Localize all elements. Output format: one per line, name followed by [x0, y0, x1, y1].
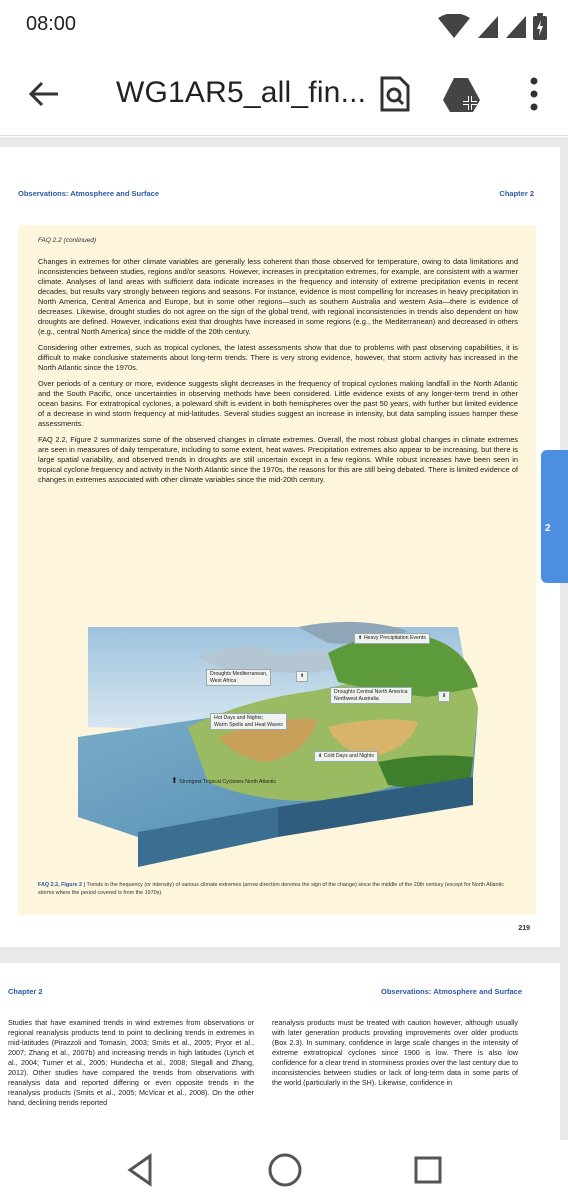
back-arrow-icon[interactable] [24, 74, 64, 114]
more-options-icon[interactable] [524, 74, 544, 114]
wifi-icon [436, 14, 472, 40]
add-to-drive-icon[interactable] [440, 74, 484, 114]
down-arrow-icon: ⬇ [318, 753, 323, 759]
faq-paragraph: FAQ 2.2, Figure 2 summarizes some of the observed changes in climate extremes. Overall, the most robust global changes in climate extremes are seen in measures of daily temperature, including to some extent, heat waves. Precipitation extremes also appear to be increasing, but there is large spatial variability, and observed trends in droughts are still uncertain except in a few regions. While robust increases have been seen in tropical cyclone frequency and activity in the North Atlantic since the 1970s, the reasons for this are still being debated. There is limited evidence of changes in extremes associated with other climate variables since the mid-20th century. [38, 435, 518, 484]
navigation-bar [0, 1140, 568, 1200]
faq-paragraph: Considering other extremes, such as tropical cyclones, the latest assessments show that due to problems with past observing capabilities, it is difficult to make conclusive statements about long-term trends. There is very strong evidence, however, that storm activity has increased in the North Atlantic since the 1970s. [38, 343, 518, 372]
label-text: Northwest Australia [334, 695, 379, 702]
faq-text [38, 257, 518, 491]
label-cold-days [314, 751, 378, 762]
signal-icon-2 [504, 14, 528, 40]
pdf-page-next [0, 963, 560, 1140]
status-icons [436, 13, 548, 41]
text-column-left: Studies that have examined trends in wind extremes from observations or regional reanalysis products tend to point to declining trends in extremes in mid-latitudes (Pirazzoli and Tomasin, 2003; Smits et al., 2005; Pryor et al., 2007; Zhang et al., 2007b) and increasing trends in high latitudes (Lynch et al., 2004; Turner et al., 2005; Hundecha et al., 2008; Stegall and Zhang, 2012). Other studies have compared the trends from observations with reanalysis data and reported differing or even opposite trends in the reanalysis products (Smits et al., 2005; McVicar et al., 2008). On the other hand, declining trends reported [8, 1018, 254, 1107]
find-in-page-icon[interactable] [376, 76, 412, 112]
label-droughts-central-north-america [330, 687, 412, 704]
running-header-right: Chapter 2 [499, 189, 534, 198]
page-number: 219 [518, 925, 530, 932]
label-text: Strongest Tropical Cyclones North Atlantic [179, 779, 277, 785]
label-text: Warm Spells and Heat Waves [214, 721, 283, 728]
caption-text: Trends in the frequency (or intensity) of various climate extremes (arrow direction denotes the sign of the change) since the middle of the 20th century (except for North Atlantic storms where the period covered is from the 1970s). [38, 882, 504, 896]
label-hot-days [210, 713, 287, 730]
label-text: Droughts Central North America [334, 689, 408, 695]
down-arrow-icon: ⬇ [438, 691, 450, 702]
status-time: 08:00 [26, 13, 77, 35]
signal-icon [476, 14, 500, 40]
chapter-tab [541, 450, 568, 583]
nav-home-icon[interactable] [267, 1152, 303, 1188]
battery-icon [532, 13, 548, 41]
running-header-left: Observations: Atmosphere and Surface [18, 189, 160, 198]
nav-back-icon[interactable] [124, 1152, 156, 1188]
chapter-tab-number: 2 [545, 523, 551, 534]
landscape-illustration [78, 587, 498, 887]
faq-paragraph: Over periods of a century or more, evidence suggests slight decreases in the frequency of tropical cyclones making landfall in the North Atlantic and the South Pacific, once uncertainties in observing methods have been considered. Little evidence exists of any longer-term trend in other ocean basins. For extratropical cyclones, a poleward shift is evident in both hemispheres over the past 50 years, with further but limited evidence of a decrease in wind storm frequency at mid-latitudes. Several studies suggest an increase in intensity, but data sampling issues hamper these assessments. [38, 379, 518, 428]
up-arrow-icon: ⬆ [171, 776, 178, 785]
label-heavy-precipitation [354, 633, 430, 644]
pdf-viewer[interactable] [0, 137, 568, 1140]
nav-recents-icon[interactable] [412, 1154, 444, 1186]
document-title: WG1AR5_all_fin... [116, 76, 367, 109]
label-text: Cold Days and Nights [323, 753, 374, 759]
running-header-right: Observations: Atmosphere and Surface [380, 987, 522, 996]
faq-label: FAQ 2.2 (continued) [38, 237, 97, 244]
label-text: Heavy Precipitation Events [363, 635, 426, 641]
app-bar [0, 52, 568, 136]
label-text: Droughts Mediterranean, [210, 671, 268, 677]
label-tropical-cyclones [168, 777, 279, 787]
up-arrow-icon: ⬆ [296, 671, 308, 682]
text-column-right: reanalysis products must be treated with caution however, although usually with later generation products providing improvements over older products (Box 2.3). In summary, confidence in large scale changes in the intensity of extreme extratropical cyclones since 1900 is low. There is also low confidence for a clear trend in storminess proxies over the last century due to inconsistencies between studies or lack of long-term data in some parts of the world (particularly in the SH). Likewise, confidence in [272, 1018, 518, 1087]
faq-box [18, 225, 536, 915]
pdf-page [0, 147, 560, 947]
label-text: Hot Days and Nights; [214, 715, 264, 721]
caption-label: FAQ 2.2, Figure 2 | [38, 882, 86, 888]
running-header-left: Chapter 2 [8, 987, 43, 996]
figure-caption [38, 881, 518, 897]
label-droughts-mediterranean [206, 669, 271, 686]
faq-paragraph: Changes in extremes for other climate variables are generally less coherent than those observed for temperature, owing to data limitations and inconsistencies between studies, regions and/or seasons. However, increases in precipitation extremes, for example, are consistent with a warmer climate. Analyses of land areas with sufficient data indicate increases in the frequency and intensity of extreme precipitation events in recent decades, but results vary strongly between regions and seasons. For instance, evidence is most compelling for increases in heavy precipitation in North America, Central America and Europe, but in some other regions—such as southern Australia and western Asia—there is evidence of decreases. Likewise, drought studies do not agree on the sign of the global trend, with regional inconsistencies in trends also dependent on how droughts are defined. However, indications exist that droughts have increased in some regions (e.g., the Mediterranean) and decreased in others (e.g., central North America) since the middle of the 20th century. [38, 257, 518, 336]
up-arrow-icon: ⬆ [358, 635, 363, 641]
climate-extremes-figure [78, 587, 498, 887]
label-text: West Africa [210, 677, 237, 684]
status-bar [0, 0, 568, 52]
